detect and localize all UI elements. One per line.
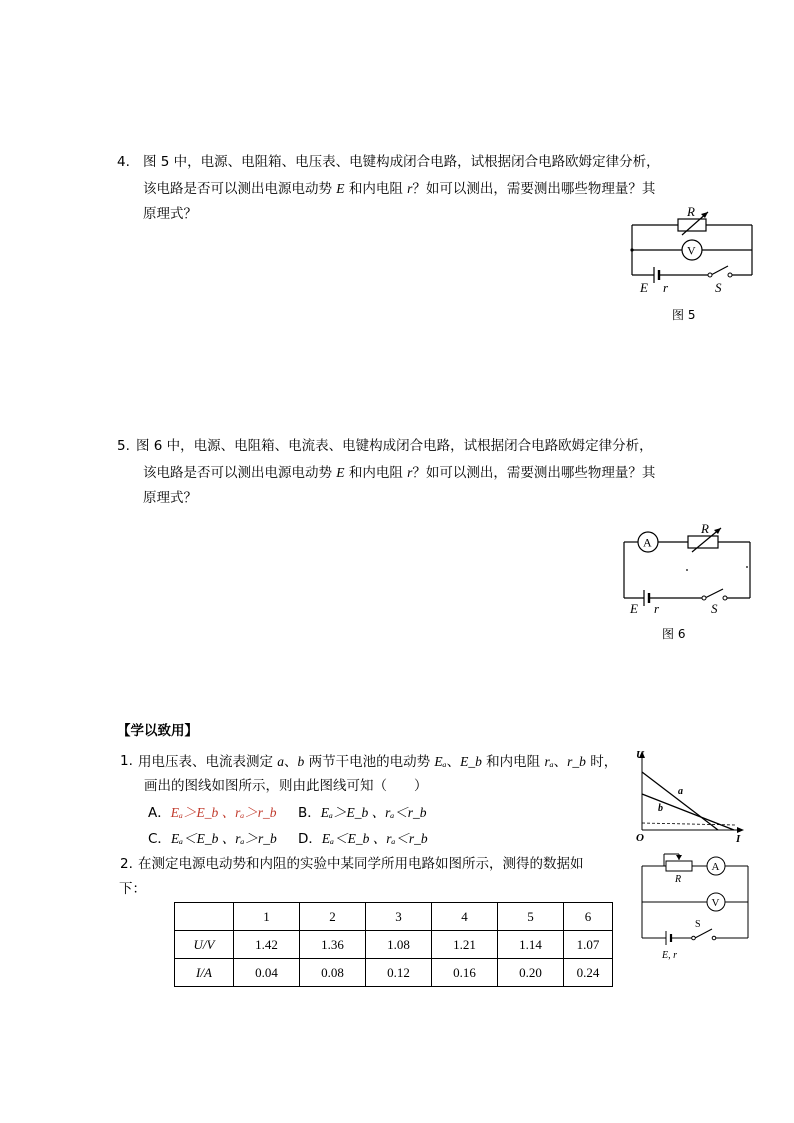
table-cell: 3 (366, 903, 432, 931)
graph-u-label: U (636, 749, 644, 761)
figure-5-circuit (620, 203, 765, 298)
p2-line2: 下： (119, 881, 146, 897)
graph-line-a-label: a (678, 786, 683, 797)
fig6-label-r-internal: r (654, 601, 660, 616)
graph-i-label: I (736, 833, 741, 845)
fig5-label-r-resistor: R (687, 204, 695, 219)
q5-line3: 原理式？ (143, 490, 197, 506)
fig6-label-e: E (630, 601, 638, 616)
section-title: 【学以致用】 (117, 723, 198, 739)
p2-line1: 在测定电源电动势和内阻的实验中某同学所用电路如图所示，测得的数据如 (138, 856, 584, 872)
p1-line1: 用电压表、电流表测定 a、b 两节干电池的电动势 Eₐ、E_b 和内电阻 rₐ、r_b 时， (138, 754, 618, 770)
table-cell: 1.36 (300, 931, 366, 959)
table-row (175, 931, 613, 959)
q4-line2: 该电路是否可以测出电源电动势 E 和内电阻 r？如可以测出，需要测出哪些物理量？其 (143, 181, 656, 197)
q5-number: 5. (117, 438, 130, 454)
option-a: A．Eₐ＞E_b 、rₐ＞r_b (148, 805, 277, 821)
option-d: D．Eₐ＜E_b 、rₐ＜r_b (298, 831, 428, 847)
table-cell: 1 (234, 903, 300, 931)
p2-fig-r-label: R (675, 874, 682, 885)
p2-circuit (636, 850, 756, 965)
fig6-ammeter-label: A (643, 535, 652, 550)
table-cell: 0.20 (498, 959, 564, 987)
table-row (175, 959, 613, 987)
table-cell: 0.12 (366, 959, 432, 987)
table-cell: 0.08 (300, 959, 366, 987)
table-cell: 1.21 (432, 931, 498, 959)
q4-line3: 原理式？ (143, 206, 197, 222)
p2-fig-ammeter-label: A (711, 861, 720, 873)
p1-line2: 画出的图线如图所示，则由此图线可知（ ） (144, 778, 428, 794)
figure-6-caption: 图 6 (662, 627, 686, 641)
table-cell: 1.14 (498, 931, 564, 959)
table-cell: 6 (564, 903, 613, 931)
table-cell: 1.42 (234, 931, 300, 959)
fig5-label-r-internal: r (663, 280, 669, 295)
fig6-label-r-resistor: R (701, 521, 709, 536)
fig5-voltmeter-label: V (687, 243, 696, 258)
table-cell: 0.16 (432, 959, 498, 987)
table-cell: 4 (432, 903, 498, 931)
table-cell: 1.08 (366, 931, 432, 959)
p2-number: 2. (120, 856, 133, 872)
q4-number: 4. (117, 154, 130, 170)
table-cell: 5 (498, 903, 564, 931)
figure-6-circuit (620, 520, 765, 620)
figure-5-caption: 图 5 (672, 308, 696, 322)
table-cell: 0.24 (564, 959, 613, 987)
table-header-row (175, 903, 613, 931)
table-cell: 1.07 (564, 931, 613, 959)
ui-graph (636, 748, 746, 843)
data-table (174, 902, 613, 987)
table-cell: I/A (175, 959, 234, 987)
fig5-label-e: E (640, 280, 648, 295)
fig6-label-s: S (711, 601, 718, 616)
table-cell: 2 (300, 903, 366, 931)
option-b: B．Eₐ＞E_b 、rₐ＜r_b (298, 805, 427, 821)
table-cell: 0.04 (234, 959, 300, 987)
p2-fig-voltmeter-label: V (711, 897, 720, 909)
p2-fig-s-label: S (695, 919, 701, 930)
table-cell (175, 903, 234, 931)
q5-line2: 该电路是否可以测出电源电动势 E 和内电阻 r？如可以测出，需要测出哪些物理量？其 (143, 465, 656, 481)
p2-fig-er-label: E, r (662, 950, 677, 961)
option-c: C．Eₐ＜E_b 、rₐ＞r_b (148, 831, 277, 847)
q5-line1: 图 6 中，电源、电阻箱、电流表、电键构成闭合电路，试根据闭合电路欧姆定律分析， (136, 438, 653, 454)
table-cell: U/V (175, 931, 234, 959)
p1-number: 1. (120, 753, 133, 769)
fig5-label-s: S (715, 280, 722, 295)
q4-line1: 图 5 中，电源、电阻箱、电压表、电键构成闭合电路，试根据闭合电路欧姆定律分析， (143, 154, 660, 170)
graph-origin-label: O (636, 832, 644, 844)
graph-line-b-label: b (658, 803, 663, 814)
